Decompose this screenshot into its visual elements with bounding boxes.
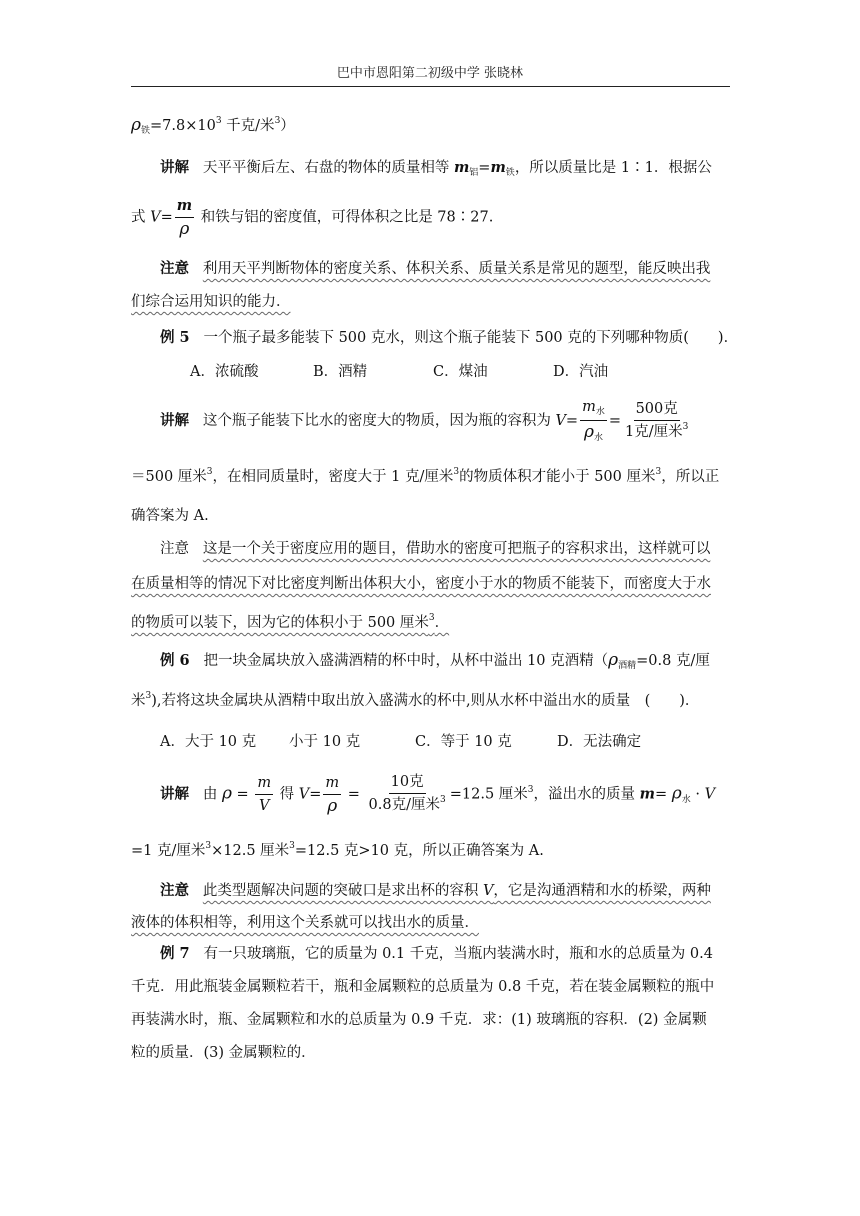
ex6-note-line1 [160, 880, 760, 902]
header-rule [131, 86, 730, 87]
fraction [255, 773, 273, 816]
sup: 3 [428, 613, 435, 623]
var-m: m [453, 159, 470, 176]
fraction [367, 772, 448, 817]
option-c: C．煤油 [433, 364, 488, 380]
ex5-note-line2 [131, 573, 731, 595]
text: ，它是沟通酒精和水的桥梁，两种 [493, 883, 711, 899]
frac-num: m [175, 196, 194, 218]
sup: 3 [440, 795, 446, 805]
sup: 3 [453, 467, 460, 477]
frac-num [580, 397, 607, 421]
note-label: 注意 [160, 541, 189, 557]
eq: = [343, 786, 365, 803]
frac-den [623, 421, 690, 444]
text: =0.8 克/厘 [636, 653, 710, 669]
ex7-line2: 千克．用此瓶装金属颗粒若干，瓶和金属颗粒的总质量为 0.8 千克，若在装金属颗粒的瓶中 [131, 979, 715, 995]
text: 把一块金属块放入盛满酒精的杯中时，从杯中溢出 10 克酒精（ [203, 653, 609, 669]
note-label: 注意 [160, 882, 189, 899]
close-paren: ） [280, 118, 295, 134]
sub: 水 [593, 433, 603, 443]
text: ，在相同质量时，密度大于 1 克/厘米 [212, 469, 454, 485]
option-d: D．汽油 [553, 364, 609, 380]
eq: = [565, 413, 579, 429]
sup: 3 [527, 784, 534, 795]
eq: = [608, 413, 621, 429]
var-m: m [490, 159, 506, 176]
sup: 3 [289, 841, 295, 851]
text: 这个瓶子能装下比水的密度大的物质，因为瓶的容积为 [202, 413, 556, 429]
unit: 千克/米 [221, 118, 275, 134]
question-text: 一个瓶子最多能装下 500 克水，则这个瓶子能装下 500 克的下列哪种物质( )． [203, 330, 739, 346]
frac-den: ρ [327, 796, 338, 816]
note-text: 在质量相等的情况下对比密度判断出体积大小，密度小于水的物质不能装下，而密度大于水 [131, 576, 711, 592]
text: ，溢出水的质量 [533, 786, 640, 803]
eq: = [160, 209, 173, 226]
rho-symbol: ρ [608, 650, 619, 670]
var-m: m [582, 399, 596, 415]
text: ，所以正 [661, 469, 720, 485]
frac-den [367, 794, 448, 817]
text: 得 [275, 786, 299, 803]
ex6-note-line2 [131, 912, 731, 934]
text: =12.5 厘米 [449, 786, 528, 803]
text: 米 [131, 693, 146, 709]
sub: 铁 [505, 168, 515, 178]
text: 的物质可以装下，因为它的体积小于 500 厘米 [131, 615, 429, 631]
ex7-line1 [160, 943, 760, 965]
frac-den: ρ [179, 219, 190, 239]
ex5-explanation-line2 [131, 466, 731, 490]
var-v: V [150, 209, 161, 226]
option-d: D．无法确定 [557, 734, 642, 750]
rho-symbol: ρ [131, 115, 141, 135]
explanation-label: 讲解 [160, 412, 189, 429]
sub: 酒精 [618, 661, 637, 671]
sup: 3 [205, 841, 212, 851]
exponent: 3 [215, 116, 222, 126]
note-text [203, 883, 711, 899]
sub: 水 [595, 407, 605, 417]
ex6-question-line1 [160, 649, 760, 674]
frac-num: m [255, 773, 273, 795]
text: ×12.5 厘米 [211, 843, 290, 859]
note-label: 注意 [160, 260, 189, 277]
option-c: C．等于 10 克 [415, 734, 512, 750]
note-text: 液体的体积相等，利用这个关系就可以找出水的质量． [131, 915, 479, 931]
text: 的物质体积才能小于 500 厘米 [459, 469, 656, 485]
var-v: V [482, 883, 494, 899]
note-text: 这是一个关于密度应用的题目，借助水的密度可把瓶子的容积求出，这样就可以 [202, 541, 711, 557]
eq: = [309, 786, 322, 803]
text: = [654, 786, 672, 803]
explanation-label: 讲解 [160, 159, 189, 176]
example-label: 例 5 [160, 329, 190, 346]
option-a: A．大于 10 克 [160, 734, 257, 750]
ex4-explanation-line2 [131, 196, 731, 239]
option-b: B．酒精 [313, 364, 368, 380]
text: 天平平衡后左、右盘的物体的质量相等 [202, 160, 454, 176]
iron-density-line [131, 114, 731, 139]
den-text: 1克/厘米 [625, 423, 683, 440]
sup: 3 [145, 691, 152, 701]
option-a: A．浓硫酸 [190, 364, 259, 380]
page-header: 巴中市恩阳第二初级中学 张晓林 [336, 66, 524, 81]
den-text: 0.8克/厘米 [368, 797, 440, 813]
ex5-explanation-line3: 确答案为 A. [131, 508, 209, 524]
frac-den: V [258, 798, 270, 814]
var-v: V [298, 786, 310, 803]
frac-num: m [323, 773, 341, 795]
ex7-line4: 粒的质量．(3) 金属颗粒的． [131, 1045, 316, 1061]
example-label: 例 7 [160, 945, 190, 962]
ex7-line3: 再装满水时，瓶、金属颗粒和水的总质量为 0.9 千克．求：(1) 玻璃瓶的容积．(2) 金属颗 [131, 1012, 707, 1028]
text: ),若将这块金属块从酒精中取出放入盛满水的杯中,则从水杯中溢出水的质量 ( )． [151, 693, 700, 709]
var-m: m [639, 785, 655, 803]
option-b: 小于 10 克 [289, 734, 361, 750]
ex5-question [160, 327, 760, 349]
text: ． [434, 615, 450, 631]
text: · [690, 786, 705, 803]
sup: 3 [655, 467, 662, 477]
rho-symbol: ρ [583, 422, 594, 442]
text: 和铁与铝的密度值，可得体积之比是 78∶27. [196, 209, 494, 226]
text: ，所以质量比是 1∶1．根据公 [514, 160, 712, 176]
fraction [323, 773, 341, 816]
frac-num: 10克 [389, 772, 426, 794]
density-value: =7.8×10 [150, 118, 216, 134]
example-label: 例 6 [160, 652, 190, 669]
ex5-note-line1 [160, 538, 760, 560]
fraction [175, 196, 194, 239]
text: ＝500 厘米 [131, 469, 207, 485]
fraction [623, 399, 690, 444]
eq: = [231, 786, 254, 803]
text: =12.5 克>10 克，所以正确答案为 A. [294, 843, 544, 859]
ex5-explanation-line1 [160, 397, 760, 445]
sub: 水 [681, 794, 691, 805]
ex4-note-line2 [131, 291, 731, 313]
rho-symbol: ρ [671, 783, 682, 804]
explanation-label: 讲解 [160, 785, 189, 803]
ex4-explanation-line1 [160, 157, 760, 181]
rho-subscript: 铁 [141, 126, 151, 136]
note-text: 利用天平判断物体的密度关系、体积关系、质量关系是常见的题型，能反映出我 [202, 261, 711, 277]
text: =1 克/厘米 [131, 843, 206, 859]
var-v: V [555, 413, 566, 429]
sup: 3 [206, 467, 213, 477]
text: 式 [131, 209, 151, 226]
var-v: V [704, 786, 716, 803]
ex6-question-line2 [131, 690, 731, 714]
unit-exponent: 3 [274, 116, 281, 126]
frac-den [582, 421, 605, 445]
note-text: 们综合运用知识的能力． [131, 294, 291, 310]
ex5-note-line3 [131, 612, 731, 636]
ex6-explanation-line2 [131, 840, 731, 864]
text: 由 [202, 786, 222, 803]
ex4-note-line1 [160, 258, 760, 280]
eq: = [478, 160, 491, 176]
fraction [580, 397, 607, 445]
frac-num: 500克 [634, 399, 680, 421]
note-text [131, 615, 449, 631]
ex6-explanation-line1 [160, 772, 760, 817]
text: 有一只玻璃瓶，它的质量为 0.1 千克，当瓶内装满水时，瓶和水的总质量为 0.4 [203, 946, 713, 962]
text: 此类型题解决问题的突破口是求出杯的容积 [202, 883, 483, 899]
rho-symbol: ρ [221, 783, 232, 804]
sup: 3 [682, 421, 689, 432]
sub: 铝 [469, 168, 479, 178]
